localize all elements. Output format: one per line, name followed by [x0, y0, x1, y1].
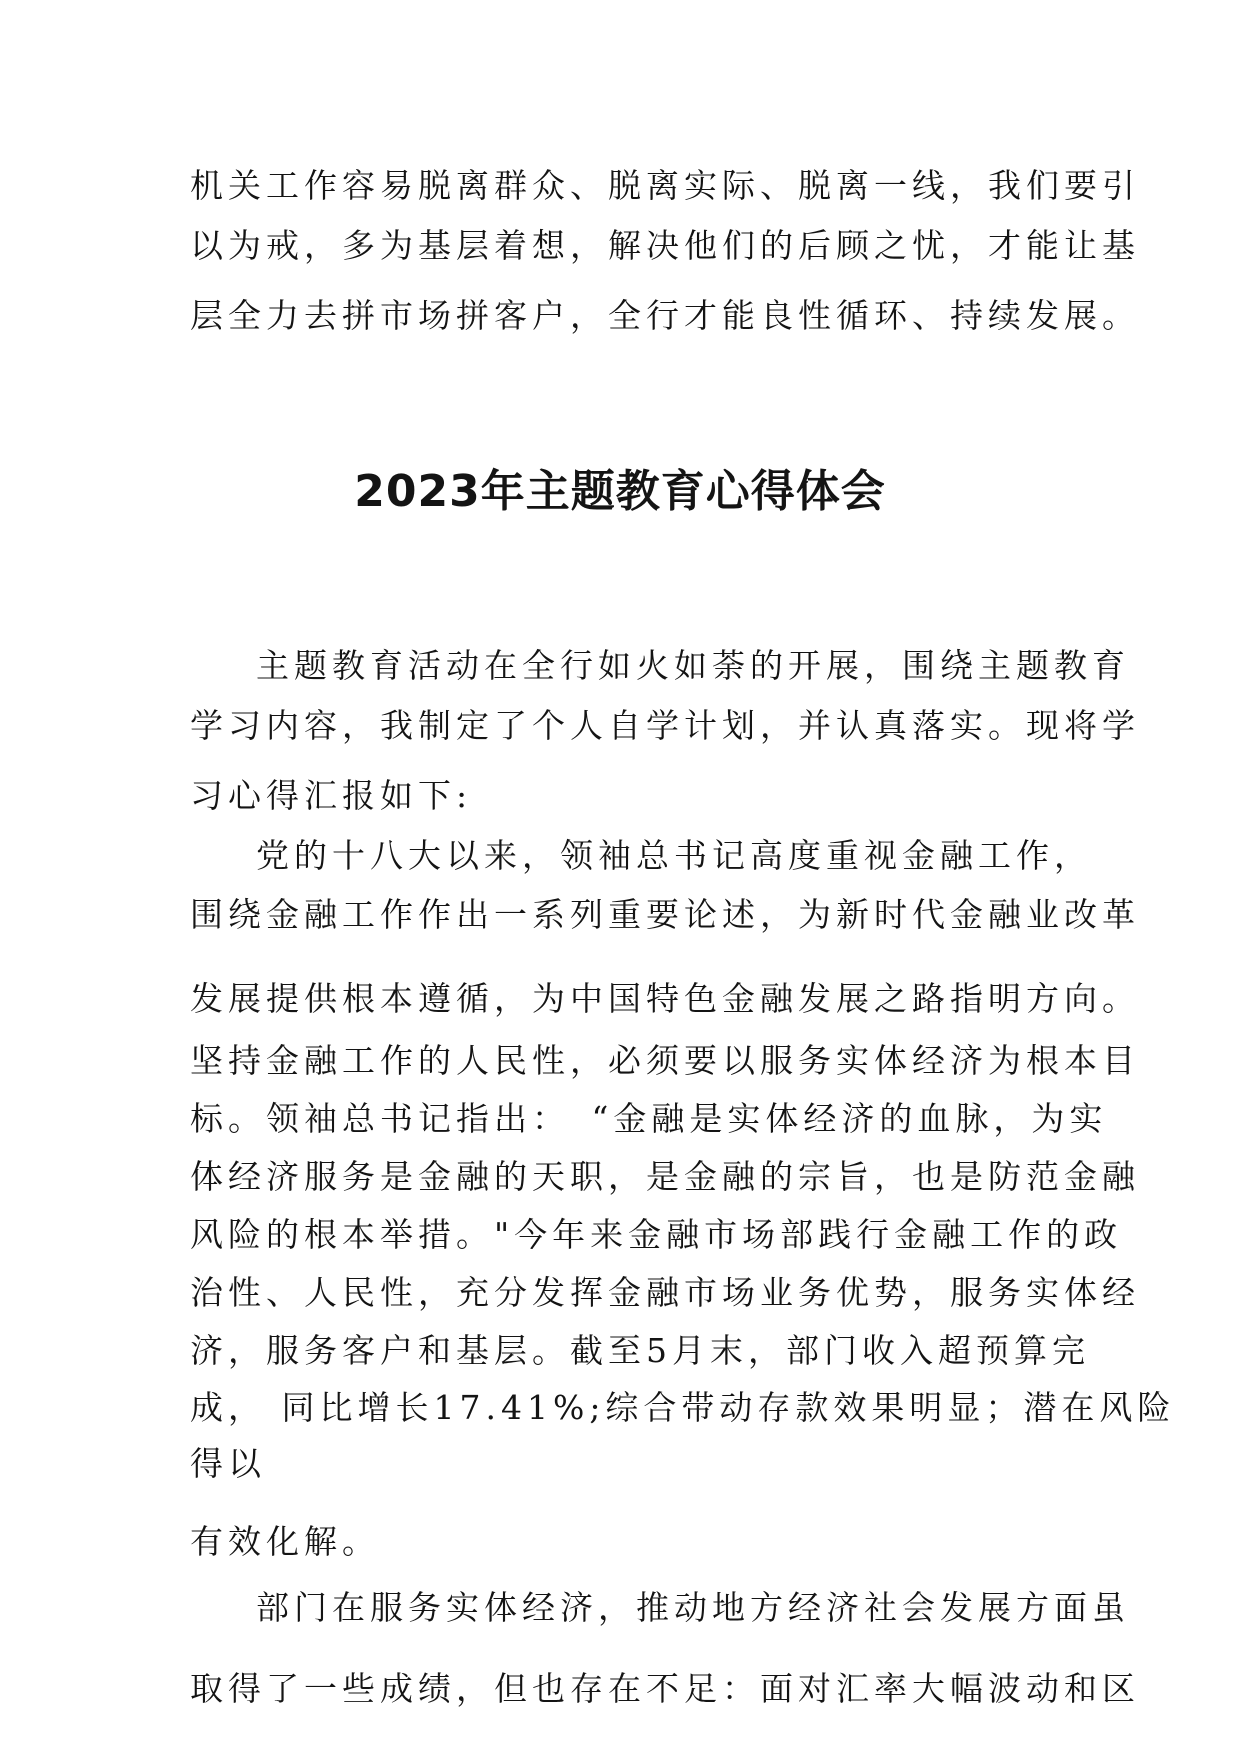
- body-line-5: 围绕金融工作作出一系列重要论述，为新时代金融业改革: [190, 895, 1140, 934]
- body-line-16: 部门在服务实体经济，推动地方经济社会发展方面虽: [256, 1588, 1130, 1627]
- body-line-3: 习心得汇报如下:: [190, 776, 473, 815]
- intro-line-1: 机关工作容易脱离群众、脱离实际、脱离一线，我们要引: [190, 166, 1140, 205]
- document-title: 2023年主题教育心得体会: [354, 466, 886, 517]
- body-line-10: 风险的根本举措。"今年来金融市场部践行金融工作的政: [190, 1215, 1123, 1254]
- body-line-9: 体经济服务是金融的天职，是金融的宗旨，也是防范金融: [190, 1157, 1140, 1196]
- body-line-14: 得以: [190, 1444, 266, 1483]
- body-line-17: 取得了一些成绩，但也存在不足：面对汇率大幅波动和区: [190, 1669, 1140, 1708]
- body-line-15: 有效化解。: [190, 1522, 380, 1561]
- body-line-7: 坚持金融工作的人民性，必须要以服务实体经济为根本目: [190, 1041, 1140, 1080]
- intro-line-2: 以为戒，多为基层着想，解决他们的后顾之忧，才能让基: [190, 226, 1140, 265]
- body-line-1: 主题教育活动在全行如火如荼的开展，围绕主题教育: [256, 646, 1130, 685]
- intro-line-3: 层全力去拼市场拼客户，全行才能良性循环、持续发展。: [190, 296, 1140, 335]
- body-line-2: 学习内容，我制定了个人自学计划，并认真落实。现将学: [190, 706, 1140, 745]
- body-line-11: 治性、人民性，充分发挥金融市场业务优势，服务实体经: [190, 1273, 1140, 1312]
- body-line-12: 济，服务客户和基层。截至5月末，部门收入超预算完: [190, 1331, 1090, 1370]
- body-line-8: 标。领袖总书记指出： “金融是实体经济的血脉，为实: [190, 1099, 1108, 1138]
- body-line-13: 成， 同比增长17.41%;综合带动存款效果明显；潜在风险: [190, 1388, 1176, 1427]
- body-line-6: 发展提供根本遵循，为中国特色金融发展之路指明方向。: [190, 979, 1140, 1018]
- body-line-4: 党的十八大以来，领袖总书记高度重视金融工作，: [256, 836, 1092, 875]
